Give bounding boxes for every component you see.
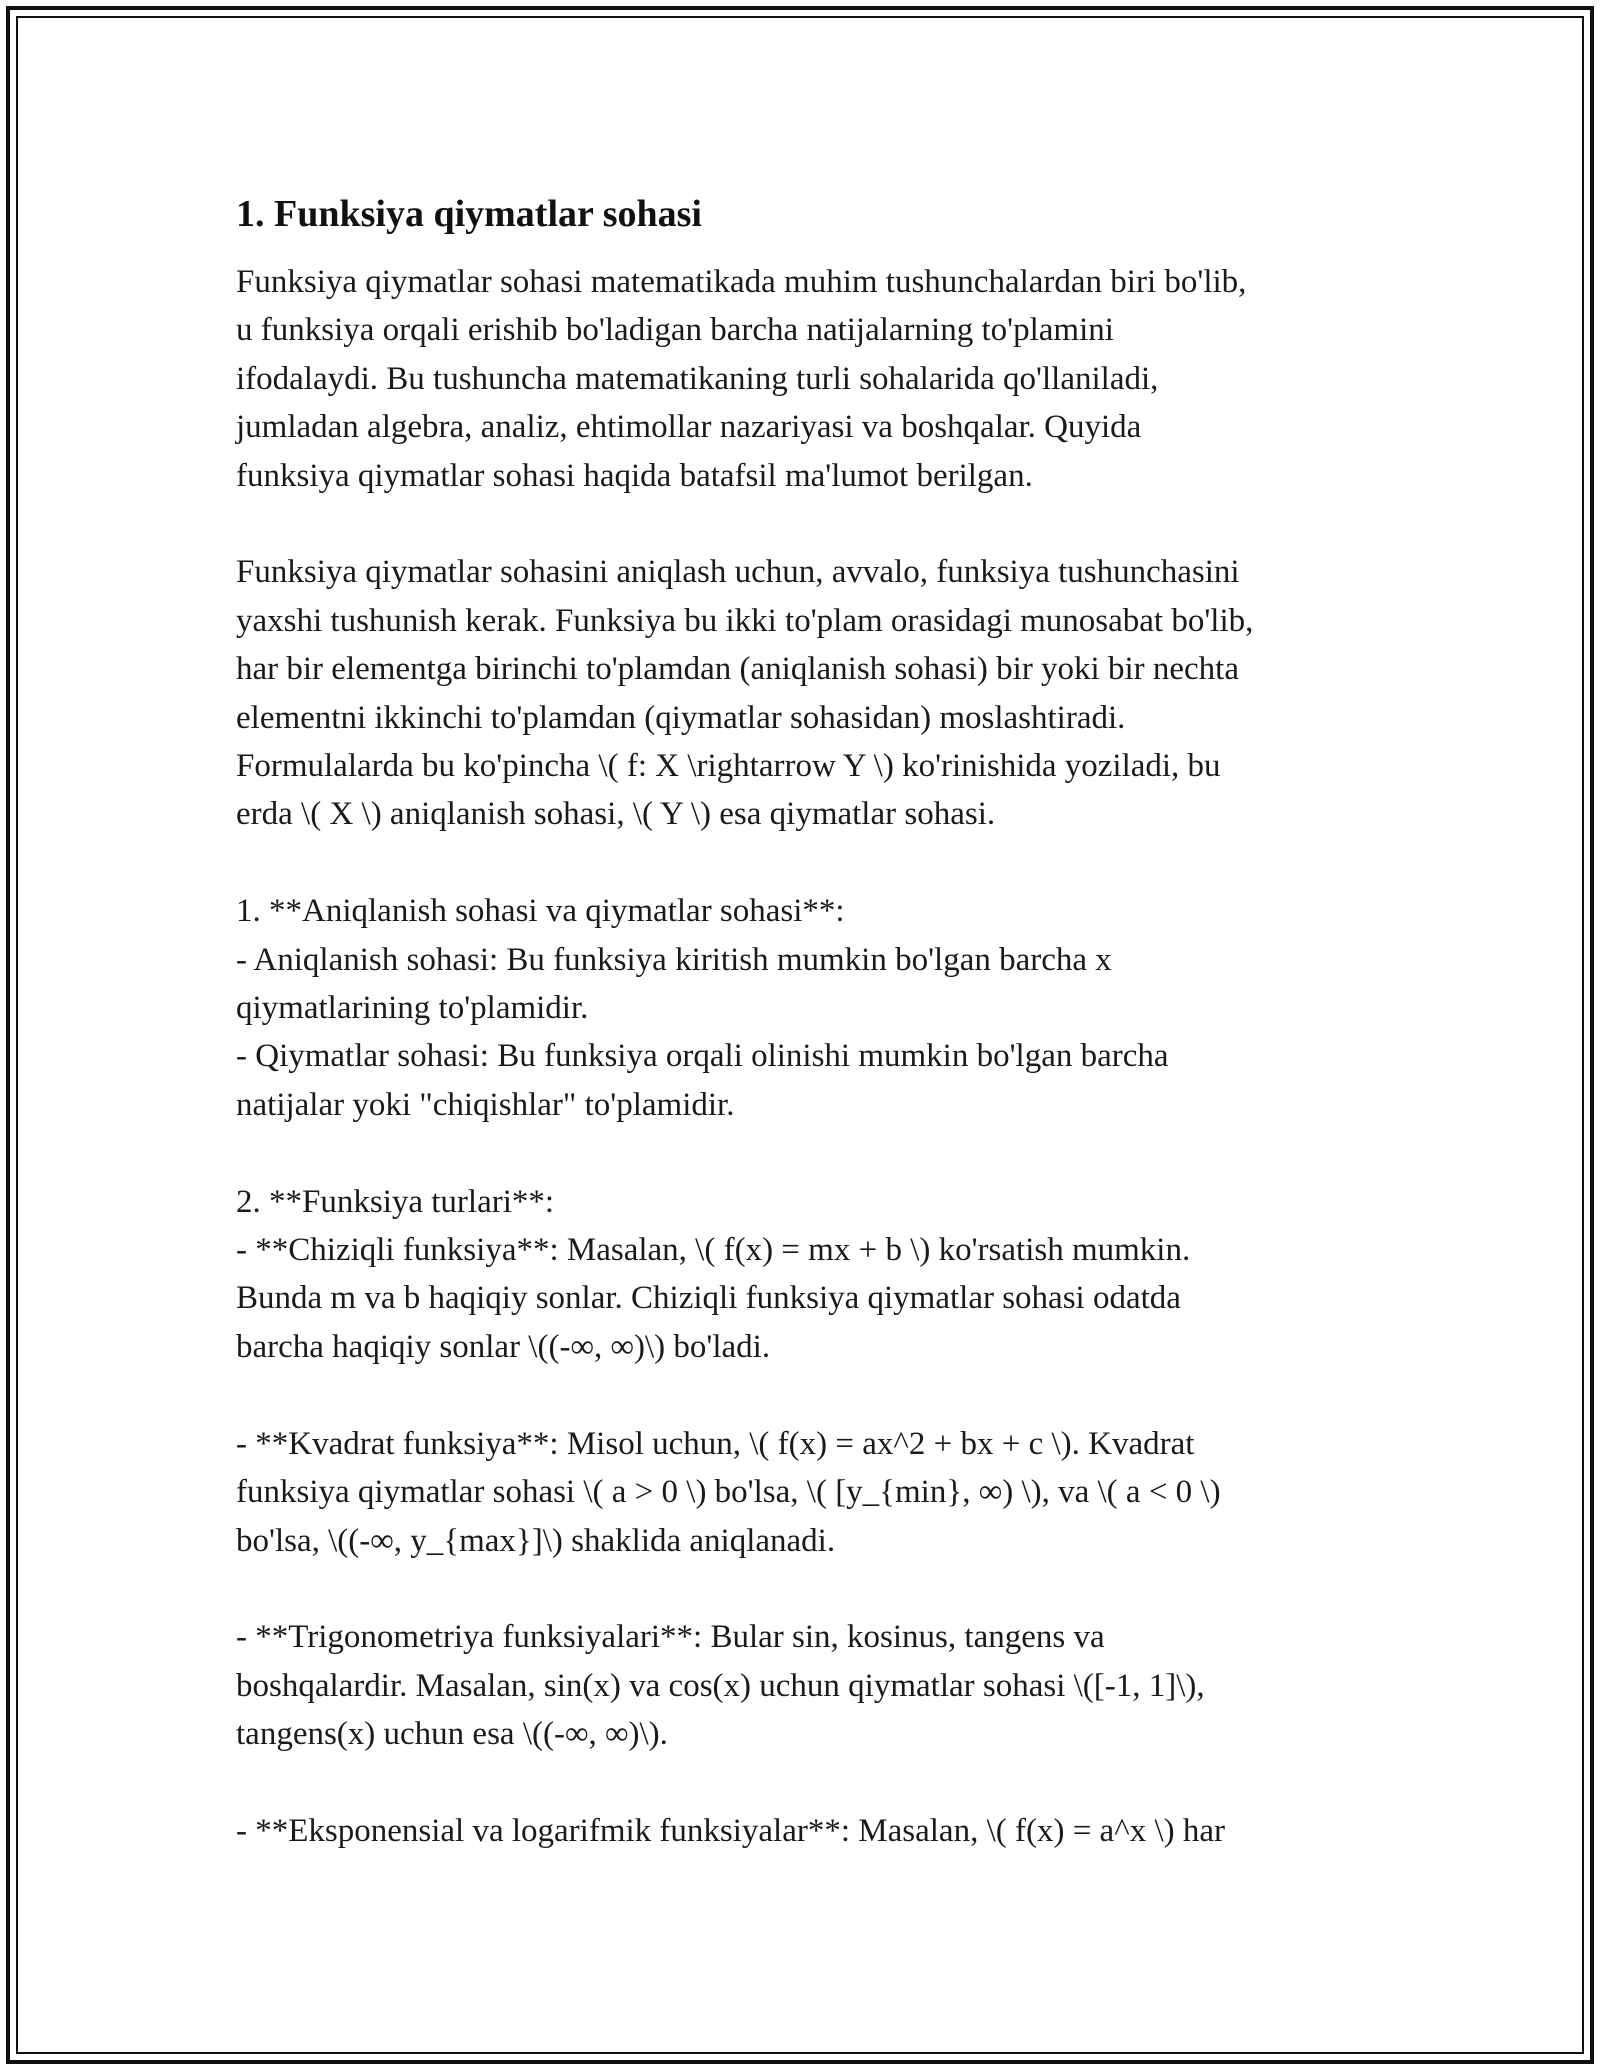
- paragraph-definition: Funksiya qiymatlar sohasini aniqlash uchun, avvalo, funksiya tushunchasini yaxshi tushunish kerak. Funksiya bu ikki to'plam orasidagi munosabat bo'lib, har bir elementga birinchi to'plamdan (aniqlanish sohasi) bir yoki bir nechta elementni ikkinchi to'plamdan (qiymatlar sohasidan) moslashtiradi. Formulalarda bu ko'pincha \( f: X \rightarrow Y \) ko'rinishida yoziladi, bu erda \( X \) aniqlanish sohasi, \( Y \) esa qiymatlar sohasi.: [236, 554, 1254, 833]
- document-body: [236, 188, 1376, 1855]
- list-item-domain-range: 1. **Aniqlanish sohasi va qiymatlar sohasi**: - Aniqlanish sohasi: Bu funksiya kiritish mumkin bo'lgan barcha x qiymatlarining to'plamidir. - Qiymatlar sohasi: Bu funksiya orqali olinishi mumkin bo'lgan barcha natijalar yoki "chiqishlar" to'plamidir.: [236, 893, 1169, 1123]
- section-heading: 1. Funksiya qiymatlar sohasi: [236, 193, 702, 235]
- list-item-trigonometric: - **Trigonometriya funksiyalari**: Bular sin, kosinus, tangens va boshqalardir. Masalan, sin(x) va cos(x) uchun qiymatlar sohasi \([-1, 1]\), tangens(x) uchun esa \((-∞, ∞)\).: [236, 1619, 1205, 1753]
- list-item-exponential: - **Eksponensial va logarifmik funksiyalar**: Masalan, \( f(x) = a^x \) har: [236, 1812, 1225, 1849]
- list-item-quadratic: - **Kvadrat funksiya**: Misol uchun, \( f(x) = ax^2 + bx + c \). Kvadrat funksiya qiymatlar sohasi \( a > 0 \) bo'lsa, \( [y_{min}, ∞) \), va \( a < 0 \) bo'lsa, \((-∞, y_{max}]\) shaklida aniqlanadi.: [236, 1425, 1221, 1559]
- list-item-function-types: 2. **Funksiya turlari**: - **Chiziqli funksiya**: Masalan, \( f(x) = mx + b \) ko'rsatish mumkin. Bunda m va b haqiqiy sonlar. Chiziqli funksiya qiymatlar sohasi odatda barcha haqiqiy sonlar \((-∞, ∞)\) bo'ladi.: [236, 1183, 1191, 1365]
- paragraph-intro: Funksiya qiymatlar sohasi matematikada muhim tushunchalardan biri bo'lib, u funksiya orqali erishib bo'ladigan barcha natijalarning to'plamini ifodalaydi. Bu tushuncha matematikaning turli sohalarida qo'llaniladi, jumladan algebra, analiz, ehtimollar nazariyasi va boshqalar. Quyida funksiya qiymatlar sohasi haqida batafsil ma'lumot berilgan.: [236, 264, 1247, 494]
